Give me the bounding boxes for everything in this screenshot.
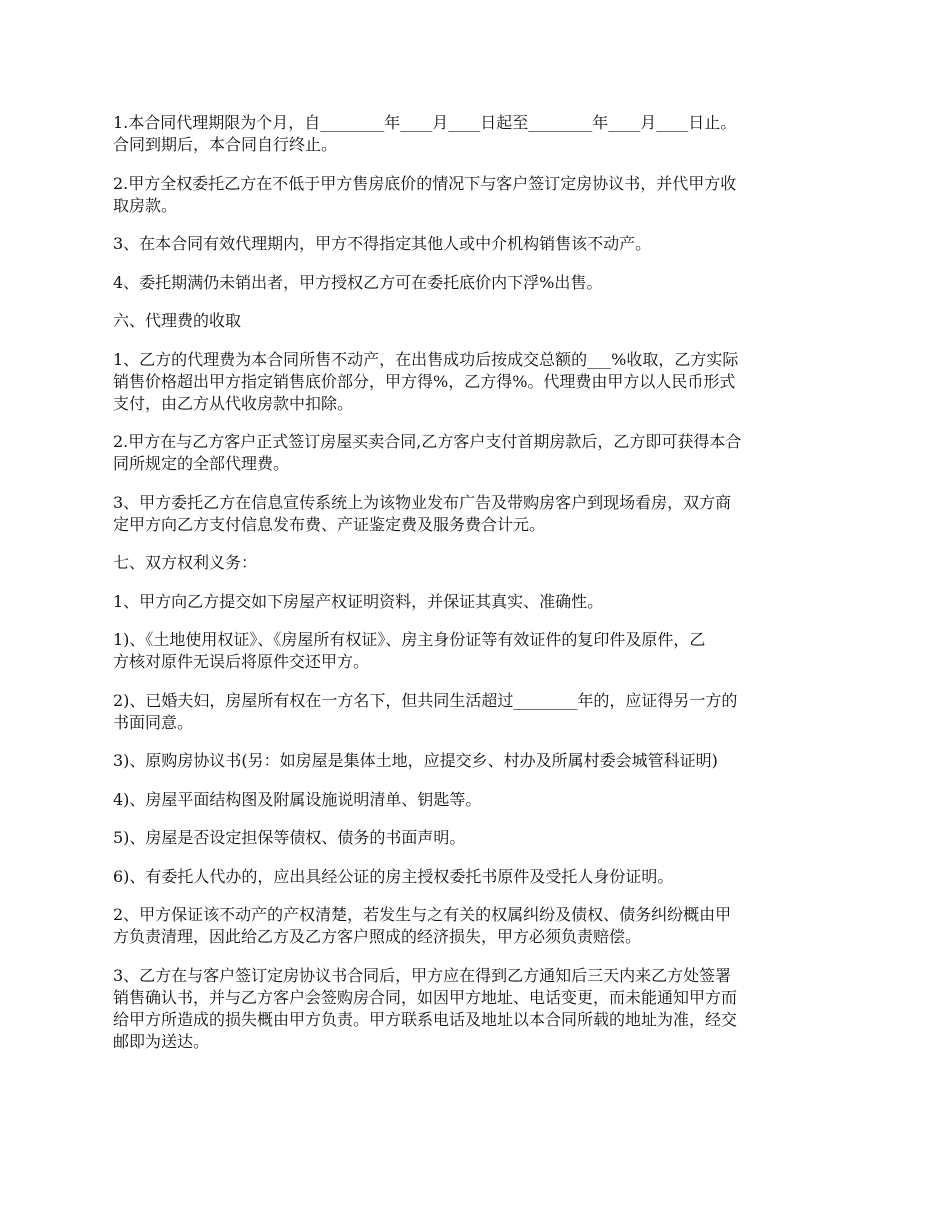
paragraph-rights-1-2 <box>113 690 843 734</box>
text-line: 3、在本合同有效代理期内，甲方不得指定其他人或中介机构销售该不动产。 <box>113 234 652 253</box>
paragraph-fee-3 <box>113 492 843 536</box>
paragraph-rights-1-5 <box>113 827 843 849</box>
paragraph-term-1 <box>113 112 843 156</box>
text-line: 1)、《土地使用权证》、《房屋所有权证》、房主身份证等有效证件的复印件及原件，乙 <box>113 630 706 649</box>
text-line: 销售价格超出甲方指定销售底价部分，甲方得%，乙方得%。代理费由甲方以人民币形式 <box>113 371 736 391</box>
text-line: 5)、房屋是否设定担保等债权、债务的书面声明。 <box>113 828 466 847</box>
paragraph-term-2 <box>113 173 843 217</box>
text-line: 3、乙方在与客户签订定房协议书合同后，甲方应在得到乙方通知后三天内来乙方处签署 <box>113 965 732 985</box>
text-line: 2、甲方保证该不动产的产权清楚，若发生与之有关的权属纠纷及债权、债务纠纷概由甲 <box>113 905 732 924</box>
paragraph-rights-1 <box>113 591 843 613</box>
paragraph-term-4 <box>113 272 843 294</box>
text-line: 2.甲方全权委托乙方在不低于甲方售房底价的情况下与客户签订定房协议书，并代甲方收 <box>113 173 737 193</box>
paragraph-rights-1-6 <box>113 866 843 888</box>
paragraph-term-3 <box>113 233 843 255</box>
paragraph-fee-2 <box>113 431 843 475</box>
text-line: 支付，由乙方从代收房款中扣除。 <box>113 393 354 413</box>
text-line: 4、委托期满仍未销出者，甲方授权乙方可在委托底价内下浮%出售。 <box>113 272 603 292</box>
text-line: 取房款。 <box>113 195 178 215</box>
section-heading-fee <box>113 310 843 332</box>
section-heading-rights <box>113 552 843 574</box>
paragraph-rights-2 <box>113 904 843 948</box>
text-line: 方负责清理，因此给乙方及乙方客户照成的经济损失，甲方必须负责赔偿。 <box>113 927 642 946</box>
text-line: 方核对原件无误后将原件交还甲方。 <box>113 652 370 671</box>
text-line: 定甲方向乙方支付信息发布费、产证鉴定费及服务费合计元。 <box>113 514 546 534</box>
paragraph-rights-3 <box>113 965 843 1053</box>
paragraph-rights-1-4 <box>113 789 843 811</box>
document-page <box>113 112 843 1069</box>
text-line: 1.本合同代理期限为个月，自________年____月____日起至________年____月____日止。 <box>113 113 737 132</box>
text-line: 3)、原购房协议书(另：如房屋是集体土地，应提交乡、村办及所属村委会城管科证明) <box>113 751 718 770</box>
text-line: 书面同意。 <box>113 712 194 732</box>
text-line: 同所规定的全部代理费。 <box>113 454 290 473</box>
text-line: 1、甲方向乙方提交如下房屋产权证明资料，并保证其真实、准确性。 <box>113 591 604 611</box>
text-line: 邮即为送达。 <box>113 1031 210 1051</box>
paragraph-rights-1-3 <box>113 750 843 772</box>
text-line: 2)、已婚夫妇，房屋所有权在一方名下，但共同生活超过________年的，应证得另一方的 <box>113 690 738 710</box>
text-line: 合同到期后，本合同自行终止。 <box>113 135 338 154</box>
text-line: 给甲方所造成的损失概由甲方负责。甲方联系电话及地址以本合同所载的地址为准，经交 <box>113 1009 738 1029</box>
text-line: 1、乙方的代理费为本合同所售不动产，在出售成功后按成交总额的___%收取，乙方实际 <box>113 349 739 369</box>
text-line: 六、代理费的收取 <box>113 311 242 330</box>
text-line: 6)、有委托人代办的，应出具经公证的房主授权委托书原件及受托人身份证明。 <box>113 866 674 886</box>
paragraph-rights-1-1 <box>113 629 843 673</box>
text-line: 七、双方权利义务： <box>113 553 258 572</box>
text-line: 4)、房屋平面结构图及附属设施说明清单、钥匙等。 <box>113 789 482 809</box>
text-line: 2.甲方在与乙方客户正式签订房屋买卖合同,乙方客户支付首期房款后，乙方即可获得本合 <box>113 432 742 451</box>
text-line: 3、甲方委托乙方在信息宣传系统上为该物业发布广告及带购房客户到现场看房，双方商 <box>113 492 732 512</box>
text-line: 销售确认书，并与乙方客户会签购房合同，如因甲方地址、电话变更，而未能通知甲方而 <box>113 987 738 1007</box>
paragraph-fee-1 <box>113 349 843 415</box>
